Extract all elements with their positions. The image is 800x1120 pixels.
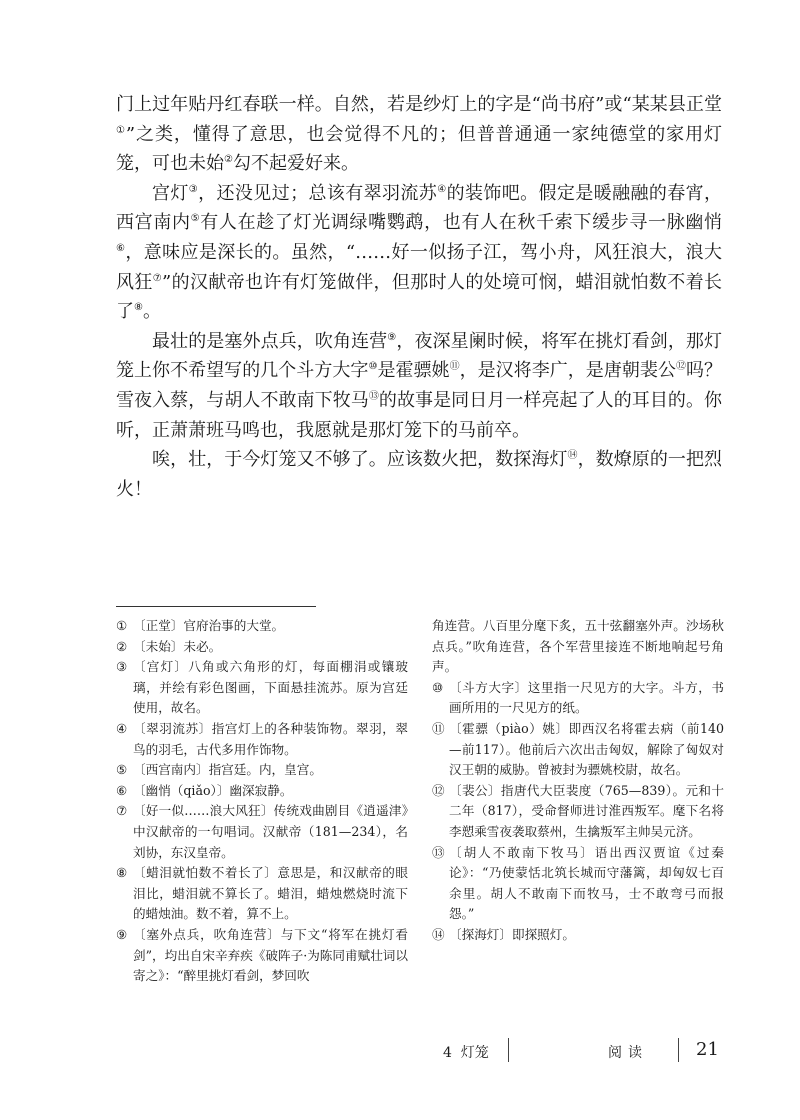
footnote-marker: ⑩ [368, 361, 378, 373]
paragraph-text: ，意味应是深长的。虽然，“……好一似扬子江，驾小舟，风狂浪大，浪大风狂 [116, 241, 723, 293]
paragraph-text: 的故事是同日月一样亮起了人的耳目的。你听，正萧萧班马鸣也，我愿就是那灯笼下的马前卒。 [116, 389, 723, 441]
footnote-number: ⑫ [432, 782, 445, 798]
footnote-text: 〔霍骠（piào）姚〕即西汉名将霍去病（前140—前117）。他前后六次出击匈奴，解除了匈奴对汉王朝的威胁。曾被封为骠姚校尉，故名。 [449, 720, 724, 778]
footnote-text: 〔好一似……浪大风狂〕传统戏曲剧目《逍遥津》中汉献帝的一句唱词。汉献帝（181—234），名刘协，东汉皇帝。 [133, 803, 408, 860]
footnote-marker: ③ [188, 183, 199, 195]
footnote-marker: ① [116, 124, 126, 136]
footnote-item [116, 801, 408, 863]
footnote-item [116, 719, 408, 760]
footnote-text: 〔正堂〕官府治事的大堂。 [133, 618, 285, 633]
footnote-item [432, 719, 724, 781]
paragraph-text: 宫灯 [152, 182, 189, 204]
footnote-text: 角连营。八百里分麾下炙，五十弦翻塞外声。沙场秋点兵。”吹角连营，各个军营里接连不断地响起号角声。 [432, 618, 724, 675]
footnote-item [432, 678, 724, 719]
footnote-item [116, 657, 408, 719]
footnote-item [432, 781, 724, 843]
footnote-item [116, 781, 408, 802]
footnote-marker: ⑫ [675, 361, 686, 373]
footnote-item [116, 925, 408, 987]
paragraph-text: ”的汉献帝也许有灯笼做伴，但那时人的处境可悯，蜡泪就怕数不着长了 [116, 271, 722, 323]
footnote-item [432, 843, 724, 925]
paragraph-text: ，还没见过；总该有翠羽流苏 [198, 182, 438, 204]
paragraph-text: 最壮的是塞外点兵，吹角连营 [152, 330, 388, 352]
footnote-number: ⑨ [116, 926, 128, 942]
footer-separator [678, 1038, 679, 1062]
paragraph-text: 。 [142, 301, 161, 323]
paragraph-text: ”之类，懂得了意思，也会觉得不凡的；但普普通通一家纯德堂的家用灯笼，可也未始 [116, 123, 723, 175]
footnote-text: 〔幽悄（qiǎo）〕幽深寂静。 [133, 782, 293, 798]
footnote-item [116, 637, 408, 658]
footnote-item [116, 616, 408, 637]
paragraph-text: 勾不起爱好来。 [232, 153, 359, 175]
footnote-marker: ⑥ [116, 242, 126, 254]
paragraph-text: ，夜深星阑时候，将军在挑灯看剑，那灯笼上你不希望写的几个斗方大字 [116, 330, 723, 382]
paragraph-text: ，是汉将李广，是唐朝裴公 [459, 360, 676, 382]
footnote-number: ⑬ [432, 844, 445, 860]
page-number: 21 [696, 1039, 719, 1060]
footnote-number: ⑪ [432, 720, 445, 736]
footnote-item [116, 760, 408, 781]
paragraph-text: 的装饰吧。假定是暖融融的春宵，西宫南内 [116, 182, 723, 234]
footnote-number: ③ [116, 659, 128, 675]
footnote-text: 〔斗方大字〕这里指一尺见方的大字。斗方，书画所用的一尺见方的纸。 [449, 679, 724, 716]
footnote-text: 〔西宫南内〕指宫廷。内，皇宫。 [133, 762, 322, 778]
paragraph-text: 是霍骠姚 [377, 360, 450, 382]
footnote-marker: ⑤ [190, 213, 201, 225]
footnote-number: ⑧ [116, 865, 128, 881]
body-paragraph [116, 179, 722, 327]
paragraph-text: 唉，壮，于今灯笼又不够了。应该数火把，数探海灯 [152, 449, 568, 471]
footnote-text: 〔塞外点兵，吹角连营〕与下文“将军在挑灯看剑”，均出自宋辛弃疾《破阵子·为陈同甫赋壮词以寄之》：“醉里挑灯看剑，梦回吹 [133, 926, 408, 984]
footnote-marker: ⑬ [368, 390, 379, 402]
paragraph-text: 吗？雪夜入蔡，与胡人不敢南下牧马 [116, 360, 723, 411]
footnote-text: 〔宫灯〕八角或六角形的灯，每面棚涓或镶玻璃，并绘有彩色图画，下面悬挂流苏。原为宫廷使用，故名。 [133, 659, 408, 716]
footnote-marker: ④ [437, 183, 447, 195]
paragraph-text: 有人在趁了灯光调绿嘴鹦鹉，也有人在秋千索下缓步寻一脉幽悄 [200, 212, 723, 234]
page-footer [0, 1038, 800, 1068]
footnote-number: ④ [116, 720, 128, 736]
footnote-number: ⑭ [432, 926, 445, 942]
footnote-marker: ② [224, 154, 233, 166]
footnote-number: ② [116, 638, 128, 654]
footnote-number: ⑦ [116, 803, 128, 819]
footnote-number: ⑥ [116, 782, 128, 798]
footer-chapter-title: 4 灯笼 [443, 1045, 489, 1061]
footnotes-left-column [116, 616, 408, 987]
footnote-item [432, 616, 724, 678]
footnote-text: 〔蜡泪就怕数不着长了〕意思是，和汉献帝的眼泪比，蜡泪就不算长了。蜡泪，蜡烛燃烧时流下的蜡烛油。数不着，算不上。 [133, 865, 408, 922]
body-paragraph [116, 90, 722, 179]
paragraph-text: ，数燎原的一把烈火！ [116, 449, 723, 500]
footnote-text: 〔探海灯〕即探照灯。 [449, 926, 575, 942]
footnote-number: ⑤ [116, 762, 128, 778]
body-paragraph [116, 445, 722, 504]
footnote-number: ① [116, 618, 128, 633]
footnote-item [432, 925, 724, 946]
footer-separator [508, 1038, 509, 1062]
footnote-marker: ⑧ [134, 302, 143, 314]
footer-section-label: 阅读 [608, 1045, 648, 1061]
main-text [116, 90, 722, 504]
footnote-marker: ⑨ [387, 331, 397, 343]
footnote-text: 〔裴公〕指唐代大臣裴度（765—839）。元和十二年（817），受命督师进讨淮西叛军。麾下名将李愬乘雪夜袭取蔡州，生擒叛军主帅吴元济。 [449, 782, 724, 839]
footnote-divider [116, 606, 316, 607]
footnote-marker: ⑦ [152, 272, 163, 284]
footnote-text: 〔未始〕未必。 [133, 638, 222, 654]
footnote-marker: ⑭ [567, 450, 578, 462]
footnotes-right-column [432, 616, 724, 946]
footnote-text: 〔翠羽流苏〕指宫灯上的各种装饰物。翠羽，翠鸟的羽毛，古代多用作饰物。 [133, 720, 408, 757]
body-paragraph [116, 327, 722, 445]
paragraph-text: 门上过年贴丹红春联一样。自然，若是纱灯上的字是“尚书府”或“某某县正堂 [116, 94, 722, 115]
footnote-text: 〔胡人不敢南下牧马〕语出西汉贾谊《过秦论》：“乃使蒙恬北筑长城而守藩篱，却匈奴七百余里。胡人不敢南下而牧马，士不敢弯弓而报怨。” [449, 844, 724, 922]
footnote-number: ⑩ [432, 679, 444, 695]
footnote-item [116, 863, 408, 925]
footnote-marker: ⑪ [449, 361, 460, 373]
